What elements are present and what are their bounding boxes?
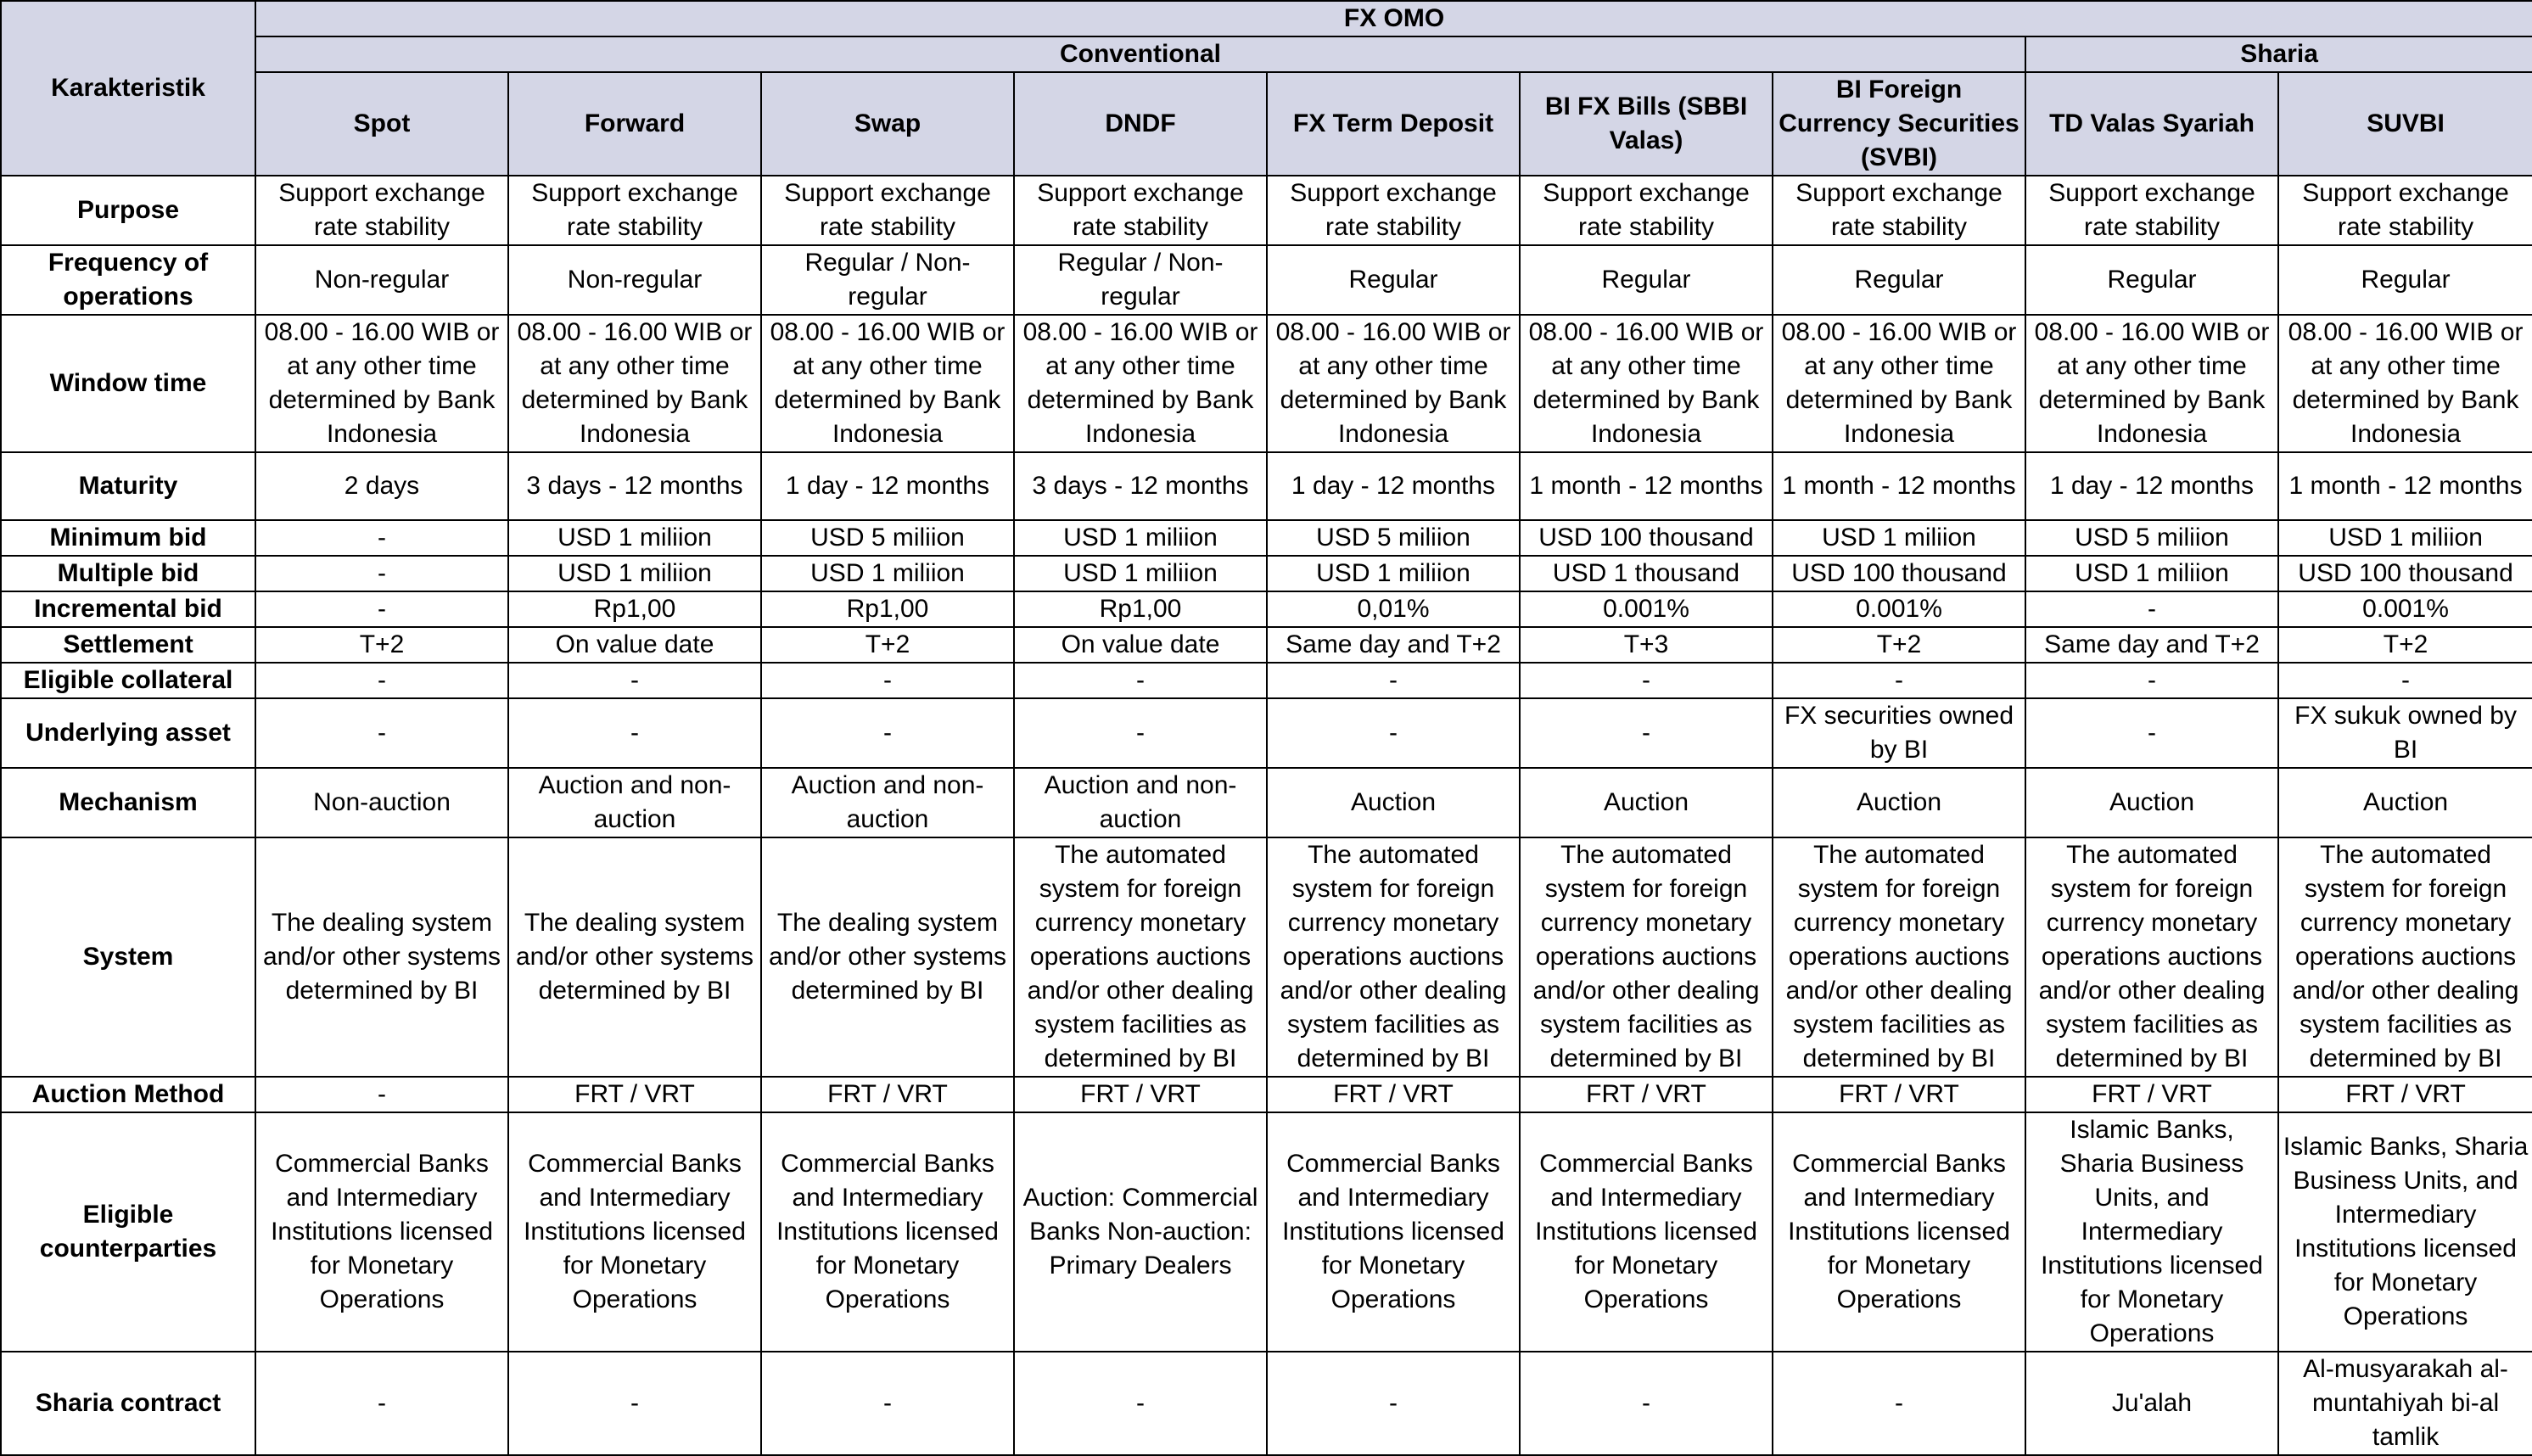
table-cell: Auction and non-auction	[1014, 768, 1267, 837]
table-cell: Commercial Banks and Intermediary Institutions licensed for Monetary Operations	[761, 1112, 1014, 1352]
table-cell: Regular / Non-regular	[1014, 245, 1267, 315]
row-label: Window time	[1, 315, 255, 452]
table-cell: USD 1 miliion	[761, 556, 1014, 591]
table-cell: USD 5 miliion	[1267, 520, 1520, 556]
table-cell: Auction: Commercial Banks Non-auction: Primary Dealers	[1014, 1112, 1267, 1352]
table-row	[1, 768, 2532, 837]
table-cell: -	[1773, 663, 2025, 698]
table-cell: 1 day - 12 months	[2025, 452, 2278, 520]
conventional-header: Conventional	[255, 36, 2025, 72]
table-cell: Regular	[1520, 245, 1773, 315]
column-header: Swap	[761, 72, 1014, 176]
table-cell: The automated system for foreign currency monetary operations auctions and/or other dealing system facilities as determined by BI	[1014, 837, 1267, 1077]
table-cell: USD 100 thousand	[2278, 556, 2532, 591]
table-row	[1, 1077, 2532, 1112]
table-row	[1, 627, 2532, 663]
table-cell: Support exchange rate stability	[761, 176, 1014, 245]
table-cell: The automated system for foreign currency monetary operations auctions and/or other dealing system facilities as determined by BI	[1267, 837, 1520, 1077]
table-cell: Support exchange rate stability	[1520, 176, 1773, 245]
table-cell: 0,01%	[1267, 591, 1520, 627]
table-cell: 08.00 - 16.00 WIB or at any other time determined by Bank Indonesia	[1773, 315, 2025, 452]
table-cell: The automated system for foreign currency monetary operations auctions and/or other dealing system facilities as determined by BI	[2025, 837, 2278, 1077]
row-label: Maturity	[1, 452, 255, 520]
table-row	[1, 245, 2532, 315]
table-cell: The automated system for foreign currency monetary operations auctions and/or other dealing system facilities as determined by BI	[1773, 837, 2025, 1077]
table-cell: 08.00 - 16.00 WIB or at any other time determined by Bank Indonesia	[1014, 315, 1267, 452]
table-cell: USD 1 miliion	[508, 556, 761, 591]
table-cell: Auction	[1267, 768, 1520, 837]
row-label: Underlying asset	[1, 698, 255, 768]
table-cell: -	[1520, 698, 1773, 768]
table-cell: FRT / VRT	[1773, 1077, 2025, 1112]
table-cell: -	[1520, 663, 1773, 698]
table-cell: Non-auction	[255, 768, 508, 837]
row-label-header: Karakteristik	[1, 1, 255, 176]
table-cell: 3 days - 12 months	[1014, 452, 1267, 520]
table-cell: Support exchange rate stability	[1773, 176, 2025, 245]
table-cell: FX securities owned by BI	[1773, 698, 2025, 768]
table-cell: 0.001%	[1773, 591, 2025, 627]
table-cell: -	[761, 1352, 1014, 1455]
table-cell: Support exchange rate stability	[255, 176, 508, 245]
table-cell: 08.00 - 16.00 WIB or at any other time determined by Bank Indonesia	[2278, 315, 2532, 452]
row-label: Auction Method	[1, 1077, 255, 1112]
table-cell: USD 5 miliion	[2025, 520, 2278, 556]
table-cell: 1 month - 12 months	[1520, 452, 1773, 520]
row-label: Eligible counterparties	[1, 1112, 255, 1352]
table-body	[1, 176, 2532, 1455]
group-title: FX OMO	[255, 1, 2532, 36]
table-cell: -	[1014, 1352, 1267, 1455]
column-header: BI FX Bills (SBBI Valas)	[1520, 72, 1773, 176]
column-header: BI Foreign Currency Securities (SVBI)	[1773, 72, 2025, 176]
table-cell: -	[1773, 1352, 2025, 1455]
table-cell: -	[1267, 663, 1520, 698]
table-cell: 1 month - 12 months	[1773, 452, 2025, 520]
table-cell: Commercial Banks and Intermediary Institutions licensed for Monetary Operations	[1267, 1112, 1520, 1352]
table-cell: T+2	[2278, 627, 2532, 663]
table-cell: 08.00 - 16.00 WIB or at any other time determined by Bank Indonesia	[1520, 315, 1773, 452]
table-cell: -	[761, 663, 1014, 698]
table-cell: Support exchange rate stability	[508, 176, 761, 245]
table-cell: 2 days	[255, 452, 508, 520]
table-cell: Ju'alah	[2025, 1352, 2278, 1455]
table-cell: -	[761, 698, 1014, 768]
table-cell: The dealing system and/or other systems determined by BI	[255, 837, 508, 1077]
table-cell: -	[508, 663, 761, 698]
table-cell: 08.00 - 16.00 WIB or at any other time determined by Bank Indonesia	[2025, 315, 2278, 452]
table-cell: USD 100 thousand	[1773, 556, 2025, 591]
table-cell: Same day and T+2	[2025, 627, 2278, 663]
table-cell: -	[2278, 663, 2532, 698]
table-cell: USD 100 thousand	[1520, 520, 1773, 556]
table-cell: FRT / VRT	[761, 1077, 1014, 1112]
table-cell: 1 day - 12 months	[1267, 452, 1520, 520]
table-cell: USD 1 miliion	[2278, 520, 2532, 556]
table-cell: Rp1,00	[761, 591, 1014, 627]
table-cell: Rp1,00	[1014, 591, 1267, 627]
table-cell: T+2	[255, 627, 508, 663]
table-cell: FRT / VRT	[2025, 1077, 2278, 1112]
table-cell: -	[255, 520, 508, 556]
table-cell: -	[255, 1077, 508, 1112]
table-row	[1, 520, 2532, 556]
table-cell: Auction	[2025, 768, 2278, 837]
table-cell: The dealing system and/or other systems determined by BI	[761, 837, 1014, 1077]
table-cell: Support exchange rate stability	[2278, 176, 2532, 245]
table-cell: Islamic Banks, Sharia Business Units, and Intermediary Institutions licensed for Monetary Operations	[2025, 1112, 2278, 1352]
table-cell: -	[508, 698, 761, 768]
table-cell: Non-regular	[508, 245, 761, 315]
table-cell: -	[1014, 698, 1267, 768]
table-row	[1, 837, 2532, 1077]
table-cell: 1 day - 12 months	[761, 452, 1014, 520]
table-cell: Auction and non-auction	[761, 768, 1014, 837]
table-cell: On value date	[508, 627, 761, 663]
column-header: Spot	[255, 72, 508, 176]
table-cell: -	[255, 591, 508, 627]
table-cell: Auction and non-auction	[508, 768, 761, 837]
table-cell: USD 5 miliion	[761, 520, 1014, 556]
table-cell: USD 1 miliion	[1014, 556, 1267, 591]
table-row	[1, 698, 2532, 768]
table-cell: Support exchange rate stability	[1014, 176, 1267, 245]
table-cell: T+2	[761, 627, 1014, 663]
table-cell: 0.001%	[1520, 591, 1773, 627]
table-cell: FX sukuk owned by BI	[2278, 698, 2532, 768]
table-cell: 08.00 - 16.00 WIB or at any other time determined by Bank Indonesia	[1267, 315, 1520, 452]
table-cell: -	[255, 663, 508, 698]
row-label: Purpose	[1, 176, 255, 245]
sharia-header: Sharia	[2025, 36, 2532, 72]
table-cell: FRT / VRT	[2278, 1077, 2532, 1112]
table-cell: USD 1 miliion	[1773, 520, 2025, 556]
table-cell: -	[2025, 663, 2278, 698]
table-cell: Al-musyarakah al-muntahiyah bi-al tamlik	[2278, 1352, 2532, 1455]
table-cell: T+3	[1520, 627, 1773, 663]
table-row	[1, 452, 2532, 520]
column-header: TD Valas Syariah	[2025, 72, 2278, 176]
table-cell: Regular	[1773, 245, 2025, 315]
table-row	[1, 1352, 2532, 1455]
table-cell: Commercial Banks and Intermediary Institutions licensed for Monetary Operations	[508, 1112, 761, 1352]
column-header: DNDF	[1014, 72, 1267, 176]
table-cell: Regular	[1267, 245, 1520, 315]
table-cell: Support exchange rate stability	[2025, 176, 2278, 245]
table-cell: 08.00 - 16.00 WIB or at any other time determined by Bank Indonesia	[761, 315, 1014, 452]
table-cell: Support exchange rate stability	[1267, 176, 1520, 245]
table-row	[1, 1112, 2532, 1352]
table-cell: Regular / Non-regular	[761, 245, 1014, 315]
table-cell: USD 1 miliion	[1014, 520, 1267, 556]
table-row	[1, 591, 2532, 627]
table-cell: -	[255, 1352, 508, 1455]
table-cell: Commercial Banks and Intermediary Institutions licensed for Monetary Operations	[1773, 1112, 2025, 1352]
column-header: SUVBI	[2278, 72, 2532, 176]
table-cell: Commercial Banks and Intermediary Institutions licensed for Monetary Operations	[255, 1112, 508, 1352]
table-cell: The dealing system and/or other systems determined by BI	[508, 837, 761, 1077]
row-label: Sharia contract	[1, 1352, 255, 1455]
table-row	[1, 663, 2532, 698]
table-cell: USD 1 thousand	[1520, 556, 1773, 591]
table-cell: USD 1 miliion	[508, 520, 761, 556]
table-row	[1, 315, 2532, 452]
table-cell: USD 1 miliion	[2025, 556, 2278, 591]
table-row	[1, 176, 2532, 245]
table-cell: 1 month - 12 months	[2278, 452, 2532, 520]
table-cell: On value date	[1014, 627, 1267, 663]
table-cell: Same day and T+2	[1267, 627, 1520, 663]
table-cell: FRT / VRT	[508, 1077, 761, 1112]
table-cell: -	[2025, 591, 2278, 627]
table-cell: 08.00 - 16.00 WIB or at any other time determined by Bank Indonesia	[508, 315, 761, 452]
table-cell: -	[1267, 698, 1520, 768]
column-header: Forward	[508, 72, 761, 176]
table-cell: Auction	[1773, 768, 2025, 837]
table-cell: Islamic Banks, Sharia Business Units, and Intermediary Institutions licensed for Monetary Operations	[2278, 1112, 2532, 1352]
table-cell: FRT / VRT	[1267, 1077, 1520, 1112]
table-cell: Rp1,00	[508, 591, 761, 627]
table-cell: The automated system for foreign currency monetary operations auctions and/or other dealing system facilities as determined by BI	[2278, 837, 2532, 1077]
column-header: FX Term Deposit	[1267, 72, 1520, 176]
row-label: Eligible collateral	[1, 663, 255, 698]
row-label: Incremental bid	[1, 591, 255, 627]
row-label: System	[1, 837, 255, 1077]
table-cell: Regular	[2025, 245, 2278, 315]
row-label: Mechanism	[1, 768, 255, 837]
table-cell: -	[1267, 1352, 1520, 1455]
table-cell: FRT / VRT	[1520, 1077, 1773, 1112]
table-cell: 08.00 - 16.00 WIB or at any other time determined by Bank Indonesia	[255, 315, 508, 452]
table-cell: 3 days - 12 months	[508, 452, 761, 520]
table-cell: -	[1014, 663, 1267, 698]
table-cell: Regular	[2278, 245, 2532, 315]
table-cell: USD 1 miliion	[1267, 556, 1520, 591]
row-label: Settlement	[1, 627, 255, 663]
table-cell: -	[1520, 1352, 1773, 1455]
table-cell: Auction	[1520, 768, 1773, 837]
table-cell: The automated system for foreign currency monetary operations auctions and/or other dealing system facilities as determined by BI	[1520, 837, 1773, 1077]
table-cell: Auction	[2278, 768, 2532, 837]
table-cell: Commercial Banks and Intermediary Institutions licensed for Monetary Operations	[1520, 1112, 1773, 1352]
table-cell: FRT / VRT	[1014, 1077, 1267, 1112]
table-cell: -	[2025, 698, 2278, 768]
table-cell: 0.001%	[2278, 591, 2532, 627]
table-row	[1, 556, 2532, 591]
row-label: Minimum bid	[1, 520, 255, 556]
table-cell: -	[255, 556, 508, 591]
table-cell: -	[255, 698, 508, 768]
row-label: Frequency of operations	[1, 245, 255, 315]
row-label: Multiple bid	[1, 556, 255, 591]
table-cell: T+2	[1773, 627, 2025, 663]
table-cell: -	[508, 1352, 761, 1455]
table-cell: Non-regular	[255, 245, 508, 315]
